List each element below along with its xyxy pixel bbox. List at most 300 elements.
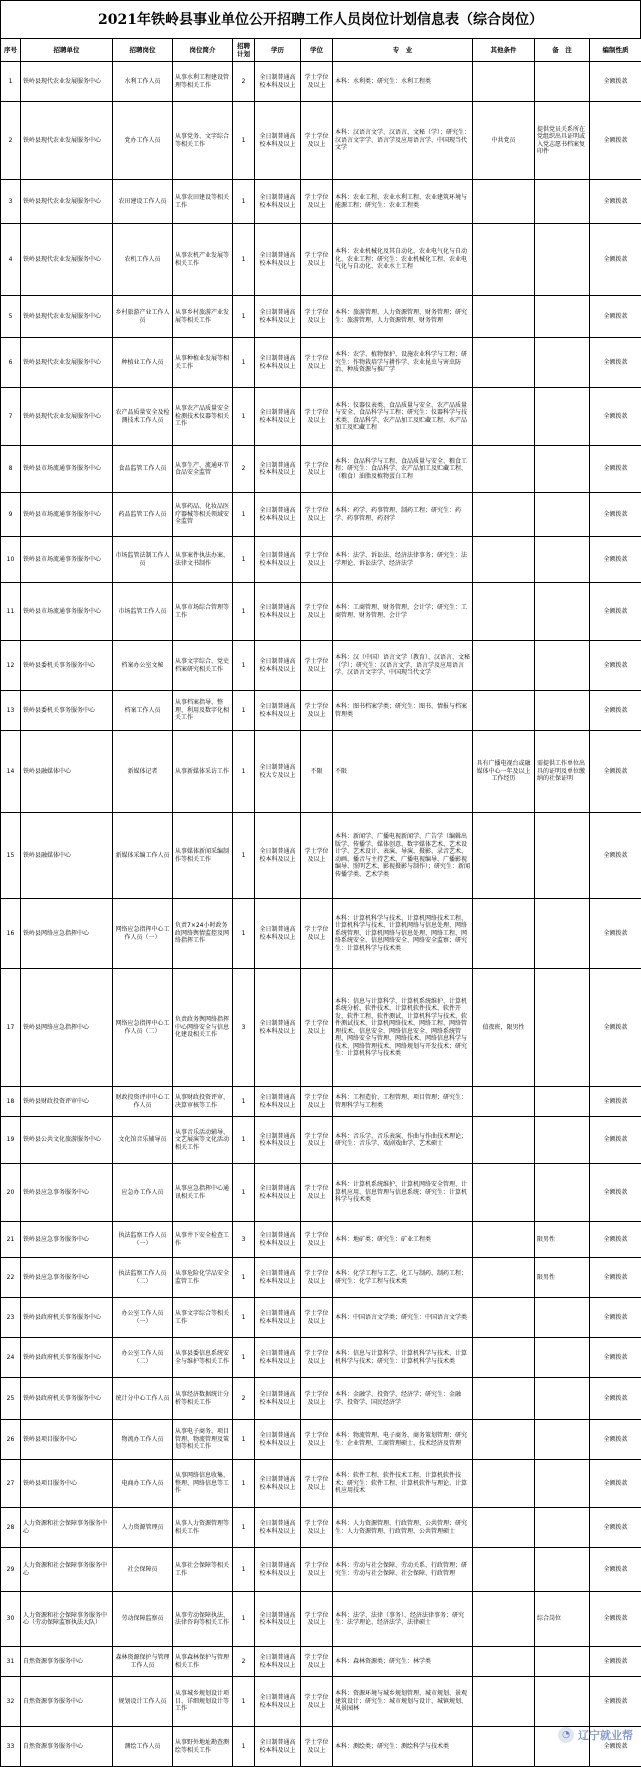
cell-quota: 1	[233, 180, 255, 224]
cell-description: 从事农机产业发展等相关工作	[173, 224, 233, 296]
cell-major: 本科：药学、药事管理、制药工程；研究生：药学、药事管理、药剂学	[333, 493, 473, 537]
table-row	[1, 1647, 641, 1677]
cell-quota: 1	[233, 1338, 255, 1378]
cell-funding: 全额拨款	[590, 583, 641, 641]
cell-major: 本科：地矿类；研究生：矿业工程类	[333, 1222, 473, 1258]
cell-notes	[535, 1508, 590, 1548]
cell-notes: 需提供工作单位出具的证明及单位缴纳的社保证明	[535, 731, 590, 813]
cell-index: 8	[1, 446, 21, 493]
cell-notes	[535, 180, 590, 224]
cell-other	[473, 446, 535, 493]
cell-education: 全日制普通高校本科及以上	[255, 813, 301, 899]
cell-funding: 全额拨款	[590, 1460, 641, 1508]
cell-index: 31	[1, 1647, 21, 1677]
cell-education: 全日制普通高校本科及以上	[255, 180, 301, 224]
cell-education: 全日制普通高校本科及以上	[255, 1117, 301, 1164]
cell-quota: 1	[233, 1164, 255, 1222]
cell-degree: 学士学位及以上	[301, 1727, 333, 1767]
cell-other: 具有广播电视台或融媒体中心一年及以上工作经历	[473, 731, 535, 813]
cell-index: 28	[1, 1508, 21, 1548]
cell-notes: 限男性	[535, 1222, 590, 1258]
watermark	[558, 1727, 633, 1743]
cell-unit: 铁岭县市场流通事务服务中心	[21, 493, 113, 537]
cell-other	[473, 1727, 535, 1767]
col-header-major: 专 业	[333, 39, 473, 62]
cell-education: 全日制普通高校本科及以上	[255, 1298, 301, 1338]
cell-notes	[535, 296, 590, 338]
cell-other	[473, 1548, 535, 1592]
cell-education: 全日制普通高校大专及以上	[255, 731, 301, 813]
cell-education: 全日制普通高校本科及以上	[255, 1087, 301, 1117]
cell-education: 全日制普通高校本科及以上	[255, 338, 301, 388]
cell-description: 从事财政投资评审、决算审核等工作	[173, 1087, 233, 1117]
cell-position: 执法监察工作人员（一）	[113, 1222, 173, 1258]
cell-notes: 提供党员关系所在党组织出具证明或入党志愿书档案复印件	[535, 102, 590, 180]
cell-degree: 学士学位及以上	[301, 446, 333, 493]
cell-major: 本科：软件工程、软件技术工程、计算机软件技术；研究生：软件工程、计算机软件与理论、计算机应用技术	[333, 1460, 473, 1508]
cell-quota: 1	[233, 1548, 255, 1592]
cell-position: 药品监管工作人员	[113, 493, 173, 537]
cell-description: 从事社会保障等相关工作	[173, 1548, 233, 1592]
cell-major: 本科：仪器仪表类、食品质量与安全、农产品质量与安全、食品科学与工程；研究生：仪器科学与技术类、食品科学、农产品加工及贮藏工程、水产品加工及贮藏工程	[333, 388, 473, 446]
cell-description: 从事水利工程建设管理等相关工作	[173, 62, 233, 102]
cell-position: 乡村旅游产业工作人员	[113, 296, 173, 338]
cell-position: 应急办工作人员	[113, 1164, 173, 1222]
cell-unit: 铁岭县应急事务服务中心	[21, 1258, 113, 1298]
cell-degree: 学士学位及以上	[301, 296, 333, 338]
cell-funding: 全额拨款	[590, 1298, 641, 1338]
cell-education: 全日制普通高校本科及以上	[255, 1378, 301, 1420]
cell-position: 农机工作人员	[113, 224, 173, 296]
cell-quota: 2	[233, 1647, 255, 1677]
cell-major: 不限	[333, 731, 473, 813]
cell-notes	[535, 1647, 590, 1677]
cell-other	[473, 1677, 535, 1727]
cell-quota: 1	[233, 1460, 255, 1508]
cell-index: 11	[1, 583, 21, 641]
cell-quota: 1	[233, 731, 255, 813]
cell-quota: 1	[233, 583, 255, 641]
col-header-position: 招聘岗位	[113, 39, 173, 62]
cell-notes	[535, 537, 590, 583]
cell-notes	[535, 1378, 590, 1420]
cell-position: 党办工作人员	[113, 102, 173, 180]
cell-major: 本科：工程造价、工程管理、项目管理；研究生：管理科学与工程类	[333, 1087, 473, 1117]
cell-degree: 学士学位及以上	[301, 813, 333, 899]
cell-education: 全日制普通高校本科及以上	[255, 1258, 301, 1298]
cell-index: 5	[1, 296, 21, 338]
cell-other: 中共党员	[473, 102, 535, 180]
cell-position: 水利工作人员	[113, 62, 173, 102]
cell-unit: 铁岭县应急事务服务中心	[21, 1164, 113, 1222]
cell-degree: 学士学位及以上	[301, 62, 333, 102]
cell-description: 从事文字综合等相关工作	[173, 1298, 233, 1338]
cell-funding: 全额拨款	[590, 224, 641, 296]
cell-major: 本科：农业工程、农业水利工程、农业建筑环境与能源工程；研究生：农业工程类	[333, 180, 473, 224]
cell-degree: 学士学位及以上	[301, 338, 333, 388]
cell-unit: 铁岭县现代农业发展服务中心	[21, 102, 113, 180]
cell-description: 从事危险化学品安全监管工作	[173, 1258, 233, 1298]
cell-index: 2	[1, 102, 21, 180]
cell-description: 负责政务舆网络指挥中心网络安全与信息化建设相关工作	[173, 969, 233, 1087]
cell-notes	[535, 583, 590, 641]
cell-index: 17	[1, 969, 21, 1087]
cell-degree: 学士学位及以上	[301, 1647, 333, 1677]
table-row	[1, 446, 641, 493]
cell-major: 本科：中国语言文学类；研究生：中国语言文学类	[333, 1298, 473, 1338]
cell-unit: 自然资源事务服务中心	[21, 1647, 113, 1677]
cell-major: 本科：森林资源类；研究生：林学类	[333, 1647, 473, 1677]
cell-funding: 全额拨款	[590, 641, 641, 691]
cell-degree: 学士学位及以上	[301, 1338, 333, 1378]
cell-description: 从事网络信息收集、整理、网络信息等工作	[173, 1460, 233, 1508]
table-row	[1, 388, 641, 446]
cell-unit: 铁岭县政府机关事务服务中心	[21, 1378, 113, 1420]
cell-quota: 1	[233, 1677, 255, 1727]
cell-description: 从事媒体新闻采编制作等相关工作	[173, 813, 233, 899]
cell-index: 25	[1, 1378, 21, 1420]
cell-education: 全日制普通高校本科及以上	[255, 1460, 301, 1508]
cell-unit: 铁岭县政府机关事务服务中心	[21, 1338, 113, 1378]
col-header-quota: 招聘计划	[233, 39, 255, 62]
cell-funding: 全额拨款	[590, 493, 641, 537]
cell-major: 本科：水利类；研究生：水利工程类	[333, 62, 473, 102]
cell-degree: 学士学位及以上	[301, 493, 333, 537]
cell-position: 森林资源保护与管理工作人员	[113, 1647, 173, 1677]
cell-education: 全日制普通高校本科及以上	[255, 1548, 301, 1592]
cell-major: 本科：工商管理、财务管理、会计学；研究生：工商管理、财务管理、会计学	[333, 583, 473, 641]
cell-funding: 全额拨款	[590, 1592, 641, 1647]
cell-quota: 1	[233, 1117, 255, 1164]
cell-degree: 学士学位及以上	[301, 1508, 333, 1548]
table-row	[1, 1338, 641, 1378]
cell-other	[473, 899, 535, 969]
table-row	[1, 224, 641, 296]
cell-position: 测绘工作人员	[113, 1727, 173, 1767]
cell-degree: 学士学位及以上	[301, 388, 333, 446]
cell-other	[473, 1378, 535, 1420]
cell-education: 全日制普通高校本科及以上	[255, 583, 301, 641]
cell-index: 26	[1, 1420, 21, 1460]
cell-description: 从事森林保护与管理相关工作	[173, 1647, 233, 1677]
cell-position: 种植业工作人员	[113, 338, 173, 388]
cell-notes	[535, 813, 590, 899]
cell-degree: 学士学位及以上	[301, 583, 333, 641]
cell-degree: 学士学位及以上	[301, 1460, 333, 1508]
cell-major: 本科：农业机械化及其自动化、农业电气化与自动化、农业工程；研究生：农业机械化工程、农业电气化与自动化、农业水土工程	[333, 224, 473, 296]
cell-education: 全日制普通高校本科及以上	[255, 1508, 301, 1548]
cell-quota: 1	[233, 338, 255, 388]
col-header-funding: 编制性质	[590, 39, 641, 62]
cell-education: 全日制普通高校本科及以上	[255, 691, 301, 731]
cell-major: 本科：物流管理、电子商务、商务策划管理；研究生：企业管理、工商管理硕士、技术经济及管理	[333, 1420, 473, 1460]
cell-notes	[535, 641, 590, 691]
table-row	[1, 1222, 641, 1258]
cell-education: 全日制普通高校本科及以上	[255, 1420, 301, 1460]
col-header-education: 学历	[255, 39, 301, 62]
cell-index: 7	[1, 388, 21, 446]
cell-notes	[535, 388, 590, 446]
cell-degree: 学士学位及以上	[301, 641, 333, 691]
cell-unit: 铁岭县现代农业发展服务中心	[21, 180, 113, 224]
cell-funding: 全额拨款	[590, 1338, 641, 1378]
cell-position: 网络应急指挥中心工作人员（一）	[113, 899, 173, 969]
col-header-unit: 招聘单位	[21, 39, 113, 62]
cell-description: 从事劳动保障执法、法律咨询等相关工作	[173, 1592, 233, 1647]
cell-education: 全日制普通高校本科及以上	[255, 224, 301, 296]
cell-major: 本科：图书档案学类；研究生：图书、情报与档案管理类	[333, 691, 473, 731]
cell-degree: 学士学位及以上	[301, 969, 333, 1087]
cell-unit: 铁岭县委机关事务服务中心	[21, 691, 113, 731]
cell-unit: 铁岭县项目服务中心	[21, 1420, 113, 1460]
cell-education: 全日制普通高校本科及以上	[255, 1727, 301, 1767]
cell-other: 值夜班，限男性	[473, 969, 535, 1087]
cell-notes	[535, 969, 590, 1087]
cell-description: 从事县委信息系统安全与维护等相关工作	[173, 1338, 233, 1378]
cell-index: 18	[1, 1087, 21, 1117]
cell-notes: 综合岗位	[535, 1592, 590, 1647]
table-row	[1, 102, 641, 180]
cell-notes	[535, 1420, 590, 1460]
cell-index: 10	[1, 537, 21, 583]
cell-position: 文化馆音乐辅导员	[113, 1117, 173, 1164]
table-row	[1, 583, 641, 641]
col-header-other: 其他条件	[473, 39, 535, 62]
cell-degree: 学士学位及以上	[301, 1222, 333, 1258]
cell-index: 20	[1, 1164, 21, 1222]
cell-funding: 全额拨款	[590, 899, 641, 969]
cell-degree: 不限	[301, 731, 333, 813]
table-row	[1, 537, 641, 583]
cell-funding: 全额拨款	[590, 1117, 641, 1164]
cell-other	[473, 1117, 535, 1164]
cell-major: 本科：汉（中国）语言文学（教育）、汉语言、文秘（学）；研究生：汉语言文学、语言学及应用语言学、汉语言文字学、中国现当代文学	[333, 641, 473, 691]
cell-funding: 全额拨款	[590, 62, 641, 102]
table-row	[1, 731, 641, 813]
cell-index: 27	[1, 1460, 21, 1508]
cell-index: 23	[1, 1298, 21, 1338]
cell-degree: 学士学位及以上	[301, 102, 333, 180]
cell-funding: 全额拨款	[590, 1258, 641, 1298]
cell-position: 市场监管工作人员	[113, 583, 173, 641]
cell-major: 本科：汉语言文学、汉语言、文秘（学）；研究生：汉语言文字学、语言学及应用语言学、中国现当代文学	[333, 102, 473, 180]
col-header-index: 序号	[1, 39, 21, 62]
cell-funding: 全额拨款	[590, 537, 641, 583]
cell-quota: 1	[233, 224, 255, 296]
cell-other	[473, 1592, 535, 1647]
cell-unit: 铁岭县市场流通事务服务中心	[21, 537, 113, 583]
cell-notes: 限男性	[535, 1258, 590, 1298]
cell-funding: 全额拨款	[590, 691, 641, 731]
cell-description: 负责7×24小时政务政网络舆情监控及网络指挥工作	[173, 899, 233, 969]
cell-position: 新媒体采编工作人员	[113, 813, 173, 899]
cell-description: 从事新媒体采访工作	[173, 731, 233, 813]
cell-education: 全日制普通高校本科及以上	[255, 537, 301, 583]
cell-description: 从事文字综合、党史档案研究相关工作	[173, 641, 233, 691]
cell-major: 本科：法学、法律（事务）、经济法律事务；研究生：法学理论、经济法学、法律硕士	[333, 1592, 473, 1647]
cell-index: 24	[1, 1338, 21, 1378]
cell-funding: 全额拨款	[590, 1647, 641, 1677]
cell-other	[473, 1508, 535, 1548]
table-row	[1, 338, 641, 388]
cell-position: 办公室工作人员（一）	[113, 1298, 173, 1338]
table-row	[1, 1420, 641, 1460]
cell-other	[473, 813, 535, 899]
cell-major: 本科：劳动与社会保障、劳动关系、行政管理；研究生：劳动与社会保障、社会保障、行政管理	[333, 1548, 473, 1592]
cell-description: 从事农田建设等相关工作	[173, 180, 233, 224]
cell-quota: 1	[233, 493, 255, 537]
cell-funding: 全额拨款	[590, 1548, 641, 1592]
cell-unit: 铁岭县政府机关事务服务中心	[21, 1298, 113, 1338]
cell-education: 全日制普通高校本科及以上	[255, 296, 301, 338]
cell-notes	[535, 62, 590, 102]
cell-other	[473, 641, 535, 691]
cell-funding: 全额拨款	[590, 388, 641, 446]
cell-funding: 全额拨款	[590, 1508, 641, 1548]
cell-major: 本科：旅游管理、人力资源管理、财务管理；研究生：旅游管理、人力资源管理、财务管理	[333, 296, 473, 338]
cell-notes	[535, 224, 590, 296]
cell-major: 本科：测绘类；研究生：测绘科学与技术类	[333, 1727, 473, 1767]
table-row	[1, 813, 641, 899]
cell-notes	[535, 446, 590, 493]
cell-unit: 铁岭县应急事务服务中心	[21, 1222, 113, 1258]
cell-funding: 全额拨款	[590, 1378, 641, 1420]
cell-position: 执法监察工作人员（二）	[113, 1258, 173, 1298]
table-row	[1, 1548, 641, 1592]
watermark-text: 辽宁就业帮	[578, 1727, 633, 1743]
cell-description: 从事经济数据统计分析等相关工作	[173, 1378, 233, 1420]
cell-degree: 学士学位及以上	[301, 1548, 333, 1592]
cell-other	[473, 296, 535, 338]
cell-quota: 1	[233, 1258, 255, 1298]
cell-education: 全日制普通高校本科及以上	[255, 1677, 301, 1727]
table-row	[1, 1164, 641, 1222]
cell-degree: 学士学位及以上	[301, 1298, 333, 1338]
cell-quota: 1	[233, 1420, 255, 1460]
table-header-row	[1, 39, 641, 62]
cell-quota: 1	[233, 691, 255, 731]
table-row	[1, 1460, 641, 1508]
cell-degree: 学士学位及以上	[301, 1087, 333, 1117]
cell-description: 从事种植业发展等相关工作	[173, 338, 233, 388]
cell-funding: 全额拨款	[590, 102, 641, 180]
cell-index: 16	[1, 899, 21, 969]
cell-quota: 1	[233, 296, 255, 338]
table-row	[1, 1677, 641, 1727]
cell-quota: 1	[233, 102, 255, 180]
cell-notes	[535, 691, 590, 731]
cell-other	[473, 388, 535, 446]
cell-notes	[535, 1164, 590, 1222]
cell-funding: 全额拨款	[590, 813, 641, 899]
cell-unit: 铁岭县融媒体中心	[21, 731, 113, 813]
cell-position: 人力资源管理员	[113, 1508, 173, 1548]
cell-description: 从事电子商务、项目管理、物流管理及策划等相关工作	[173, 1420, 233, 1460]
table-row	[1, 1087, 641, 1117]
positions-table	[0, 38, 641, 1767]
cell-education: 全日制普通高校本科及以上	[255, 969, 301, 1087]
cell-other	[473, 1460, 535, 1508]
cell-index: 3	[1, 180, 21, 224]
cell-description: 从事井下安全检查工作	[173, 1222, 233, 1258]
cell-degree: 学士学位及以上	[301, 1258, 333, 1298]
cell-description: 从事野外地址勘查测绘等相关工作	[173, 1727, 233, 1767]
cell-education: 全日制普通高校本科及以上	[255, 62, 301, 102]
cell-funding: 全额拨款	[590, 969, 641, 1087]
cell-major: 本科：金融学、投资学、经济学；研究生：金融学、投资学、国民经济学	[333, 1378, 473, 1420]
cell-position: 档案办公室文秘	[113, 641, 173, 691]
cell-degree: 学士学位及以上	[301, 691, 333, 731]
cell-education: 全日制普通高校本科及以上	[255, 1164, 301, 1222]
cell-notes	[535, 1087, 590, 1117]
cell-position: 农田建设工作人员	[113, 180, 173, 224]
cell-other	[473, 537, 535, 583]
cell-position: 财政投资评审中心工作人员	[113, 1087, 173, 1117]
cell-index: 21	[1, 1222, 21, 1258]
cell-position: 办公室工作人员（二）	[113, 1338, 173, 1378]
cell-unit: 铁岭县市场流通事务服务中心	[21, 446, 113, 493]
cell-unit: 自然资源事务服务中心	[21, 1677, 113, 1727]
cell-index: 12	[1, 641, 21, 691]
cell-other	[473, 1087, 535, 1117]
cell-quota: 2	[233, 1378, 255, 1420]
cell-education: 全日制普通高校本科及以上	[255, 102, 301, 180]
cell-description: 从事音乐活动辅导、文艺展演等文化活动相关工作	[173, 1117, 233, 1164]
cell-notes	[535, 1677, 590, 1727]
cell-other	[473, 62, 535, 102]
cell-notes	[535, 493, 590, 537]
cell-unit: 铁岭县现代农业发展服务中心	[21, 296, 113, 338]
cell-degree: 学士学位及以上	[301, 180, 333, 224]
cell-description: 从事乡村旅游产业发展等相关工作	[173, 296, 233, 338]
cell-unit: 人力资源和社会保障事务服务中心	[21, 1548, 113, 1592]
cell-unit: 自然资源事务服务中心	[21, 1727, 113, 1767]
cell-funding: 全额拨款	[590, 731, 641, 813]
cell-description: 从事案件执法办案、法律文书制作	[173, 537, 233, 583]
cell-degree: 学士学位及以上	[301, 1420, 333, 1460]
cell-description: 从事人力资源管理等相关工作	[173, 1508, 233, 1548]
cell-education: 全日制普通高校本科及以上	[255, 899, 301, 969]
table-row	[1, 691, 641, 731]
cell-unit: 铁岭县公共文化旅游服务中心	[21, 1117, 113, 1164]
cell-quota: 1	[233, 388, 255, 446]
wechat-bubble-icon: ◔	[558, 1727, 574, 1743]
cell-major: 本科：计算机科学与技术、计算机网络技术工程、计算机科学与技术、计算机网络与信息处理、网络系统管理、计算机网络与信息处理、网络工程、网络系统安全、信息网络安全、网络安全监察；研究生：计算机科学与技术类	[333, 899, 473, 969]
cell-quota: 1	[233, 1508, 255, 1548]
col-header-notes: 备 注	[535, 39, 590, 62]
cell-degree: 学士学位及以上	[301, 1677, 333, 1727]
cell-funding: 全额拨款	[590, 446, 641, 493]
cell-unit: 铁岭县市场流通事务服务中心	[21, 583, 113, 641]
cell-notes	[535, 338, 590, 388]
cell-funding: 全额拨款	[590, 296, 641, 338]
table-row	[1, 296, 641, 338]
cell-other	[473, 1258, 535, 1298]
table-row	[1, 969, 641, 1087]
cell-education: 全日制普通高校本科及以上	[255, 446, 301, 493]
table-row	[1, 1727, 641, 1767]
cell-funding: 全额拨款	[590, 1164, 641, 1222]
table-row	[1, 1117, 641, 1164]
cell-major: 本科：人力资源管理、行政管理、公共管理；研究生：人力资源管理、行政管理、公共管理硕士	[333, 1508, 473, 1548]
table-row	[1, 1298, 641, 1338]
cell-quota: 1	[233, 1298, 255, 1338]
table-row	[1, 62, 641, 102]
cell-position: 档案工作人员	[113, 691, 173, 731]
cell-notes	[535, 899, 590, 969]
cell-degree: 学士学位及以上	[301, 537, 333, 583]
cell-index: 29	[1, 1548, 21, 1592]
